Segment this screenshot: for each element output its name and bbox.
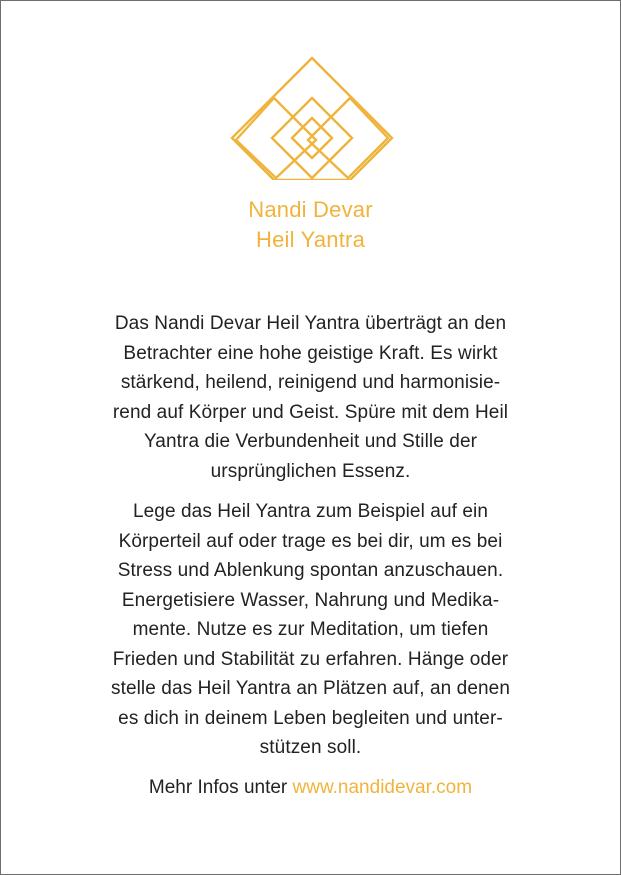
text-line: es dich in deinem Leben begleiten und unter-: [118, 707, 503, 729]
brand-subtitle: Heil Yantra: [256, 227, 365, 252]
text-line: rend auf Körper und Geist. Spüre mit dem Heil: [112, 401, 509, 423]
more-info-footer: [1, 773, 620, 802]
inner-diamond-shape: [292, 118, 332, 158]
text-line: stützen soll.: [259, 737, 362, 758]
text-line: stärkend, heilend, reinigend und harmonisie-: [120, 372, 501, 393]
text-line: Betrachter eine hohe geistige Kraft. Es wirkt: [123, 342, 498, 364]
text-line: Frieden und Stabilität zu erfahren. Hänge oder: [112, 648, 509, 670]
diamond-yantra-icon: [230, 56, 394, 180]
center-diamond-shape: [272, 98, 352, 178]
text-line: mente. Nutze es zur Meditation, um tiefen: [132, 619, 489, 640]
left-diamond-shape: [236, 98, 316, 178]
description-paragraph-2: [61, 497, 560, 763]
text-line: Lege das Heil Yantra zum Beispiel auf ein: [132, 501, 489, 522]
right-diamond-shape: [308, 98, 388, 178]
text-line: stelle das Heil Yantra an Plätzen auf, an denen: [110, 678, 511, 699]
text-line: Stress und Ablenkung spontan anzuschauen.: [117, 560, 504, 581]
brand-title: [1, 195, 620, 255]
brand-name: Nandi Devar: [248, 197, 373, 222]
text-line: Körperteil auf oder trage es bei dir, um es bei: [118, 530, 503, 552]
text-line: ursprünglichen Essenz.: [210, 460, 411, 482]
text-line: Yantra die Verbundenheit und Stille der: [143, 431, 478, 452]
text-line: Energetisiere Wasser, Nahrung und Medika-: [121, 589, 500, 611]
website-link[interactable]: www.nandidevar.com: [292, 777, 473, 798]
more-info-label: Mehr Infos unter: [148, 777, 293, 798]
text-line: Das Nandi Devar Heil Yantra überträgt an den: [114, 313, 507, 334]
description-paragraph-1: [61, 309, 560, 486]
